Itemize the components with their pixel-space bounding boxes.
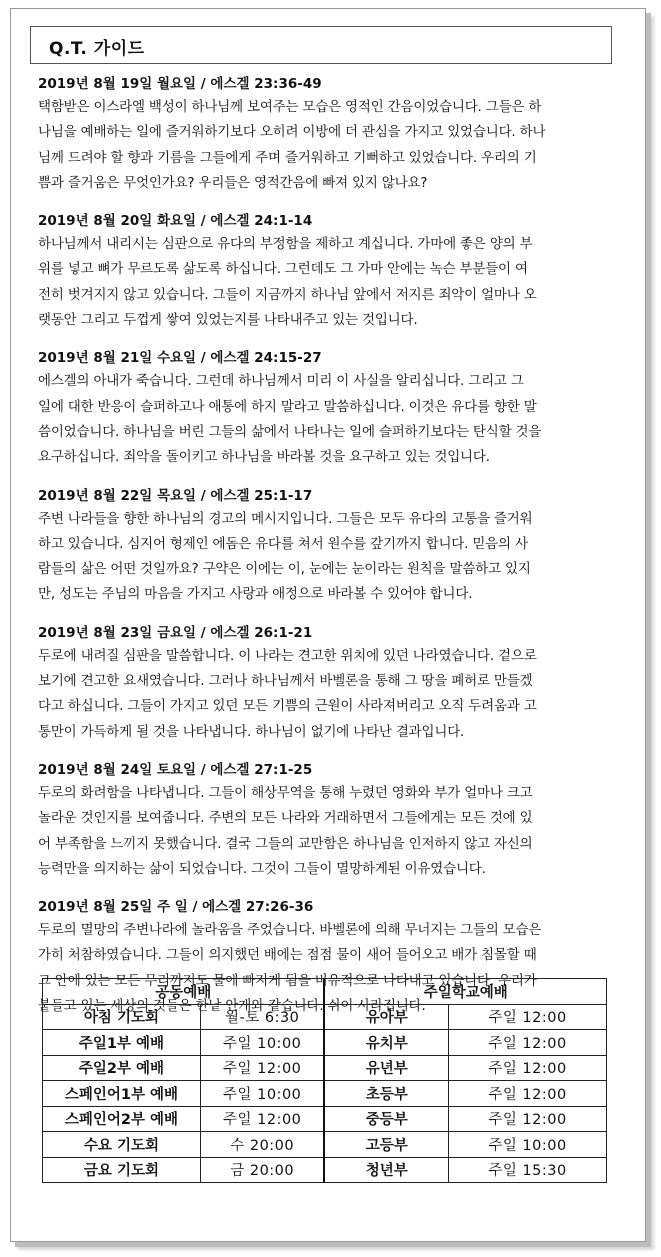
schedule-row [43, 1132, 607, 1158]
department-time: 주일 12:00 [449, 1055, 607, 1081]
service-time: 주일 12:00 [200, 1055, 324, 1081]
entry-text-line: 놀라운 것인지를 보여줍니다. 주변의 모든 나라와 거래하면서 그들에게는 모든 것에 있 [38, 810, 533, 827]
entry-text-line: 주변 나라들을 향한 하나님의 경고의 메시지입니다. 그들은 모두 유다의 고통을 즐거워 [38, 510, 533, 527]
department-name: 유년부 [324, 1055, 448, 1081]
entry-text-line: 위를 넣고 뼈가 무르도록 삶도록 하십니다. 그런데도 그 가마 안에는 녹슨 부분들이 여 [38, 261, 528, 278]
service-time: 주일 12:00 [200, 1106, 324, 1132]
schedule-header-row [43, 979, 607, 1005]
service-name: 주일2부 예배 [43, 1055, 201, 1081]
schedule-row [43, 1081, 607, 1107]
service-name: 아침 기도회 [43, 1004, 201, 1030]
entry-title: 2019년 8월 22일 목요일 / 에스겔 25:1-17 [38, 487, 313, 504]
schedule-row [43, 1106, 607, 1132]
department-time: 주일 12:00 [449, 1004, 607, 1030]
service-time: 주일 10:00 [200, 1030, 324, 1056]
entry-text-line: 붙들고 있는 세상의 것들은 한낱 안개와 같습니다. 쉬이 사라집니다. [38, 998, 426, 1015]
service-name: 주일1부 예배 [43, 1030, 201, 1056]
worship-schedule-table [42, 978, 607, 1183]
department-name: 고등부 [324, 1132, 448, 1158]
entry-title: 2019년 8월 25일 주 일 / 에스겔 27:26-36 [38, 899, 314, 916]
department-time: 주일 15:30 [449, 1157, 607, 1183]
department-name: 초등부 [324, 1081, 448, 1107]
service-time: 주일 10:00 [200, 1081, 324, 1107]
service-name: 스페인어2부 예배 [43, 1106, 201, 1132]
entry-text-line: 하고 있습니다. 심지어 형제인 에돔은 유다를 쳐서 원수를 갚기까지 합니다. 믿음의 사 [38, 535, 528, 552]
page-title: Q.T. 가이드 [49, 39, 145, 59]
qt-entry [38, 623, 616, 745]
schedule-row [43, 1004, 607, 1030]
schedule-header-sunday-school: 주일학교예배 [324, 979, 606, 1005]
schedule-row [43, 1055, 607, 1081]
qt-entries [38, 74, 616, 1034]
entry-text-line: 능력만을 의지하는 삶이 되었습니다. 그것이 그들이 멸망하게된 이유였습니다. [38, 860, 486, 877]
entry-text-line: 하나님께서 내리시는 심판으로 유다의 부정함을 제하고 계십니다. 가마에 좋은 양의 부 [38, 236, 533, 253]
entry-text-line: 람들의 삶은 어떤 것일까요? 구약은 이에는 이, 눈에는 눈이라는 원칙을 말씀하고 있지 [38, 561, 531, 578]
service-time: 금 20:00 [200, 1157, 324, 1183]
entry-text-line: 그 안에 있는 모든 무리까지도 물에 빠지게 됨을 비유적으로 나타내고 있습니다. 우리가 [38, 972, 537, 989]
department-time: 주일 12:00 [449, 1081, 607, 1107]
department-name: 유아부 [324, 1004, 448, 1030]
entry-title: 2019년 8월 23일 금요일 / 에스겔 26:1-21 [38, 624, 313, 641]
entry-text-line: 두로의 멸망의 주변나라에 놀라움을 주었습니다. 바벨론에 의해 무너지는 그들의 모습은 [38, 922, 542, 939]
entry-text-line: 택함받은 이스라엘 백성이 하나님께 보여주는 모습은 영적인 간음이었습니다. 그들은 하 [38, 99, 542, 115]
department-time: 주일 10:00 [449, 1132, 607, 1158]
entry-text-line: 만, 성도는 주님의 마음을 가지고 사랑과 애정으로 바라볼 수 있어야 합니다. [38, 586, 473, 603]
entry-text-line: 보기에 견고한 요새였습니다. 그러나 하나님께서 바벨론을 통해 그 땅을 폐허로 만들겠 [38, 673, 533, 690]
entry-text-line: 요구하십니다. 죄악을 돌이키고 하나님을 바라볼 것을 요구하고 있는 것입니다. [38, 449, 490, 466]
entry-text-line: 씀이었습니다. 하나님을 버린 그들의 삶에서 나타나는 일에 슬퍼하기보다는 탄식할 것을 [38, 423, 542, 440]
service-name: 수요 기도회 [43, 1132, 201, 1158]
service-time: 수 20:00 [200, 1132, 324, 1158]
service-name: 스페인어1부 예배 [43, 1081, 201, 1107]
entry-text-line: 두로의 화려함을 나타냅니다. 그들이 해상무역을 통해 누렸던 영화와 부가 얼마나 크고 [38, 784, 533, 801]
department-name: 유치부 [324, 1030, 448, 1056]
entry-text-line: 어 부족함을 느끼지 못했습니다. 결국 그들의 교만함은 하나님을 인저하지 않고 자신의 [38, 835, 533, 852]
entry-text-line: 통만이 가득하게 될 것을 나타냅니다. 하나님이 없기에 나타난 결과입니다. [38, 723, 465, 740]
entry-text-line: 쁨과 즐거움은 무엇인가요? 우리들은 영적간음에 빠져 있지 않나요? [38, 174, 428, 191]
schedule-header-worship: 공동예배 [43, 979, 325, 1005]
entry-text-line: 전히 벗겨지지 않고 있습니다. 그들이 지금까지 하나님 앞에서 저지른 죄악이 얼마나 오 [38, 286, 537, 303]
schedule-row [43, 1030, 607, 1056]
qt-entry [38, 486, 616, 608]
department-name: 중등부 [324, 1106, 448, 1132]
qt-entry [38, 760, 616, 882]
qt-guide-header [30, 26, 612, 64]
entry-text-line: 랫동안 그리고 두껍게 쌓여 있었는지를 나타내주고 있는 것입니다. [38, 312, 418, 329]
schedule-row [43, 1157, 607, 1183]
department-time: 주일 12:00 [449, 1030, 607, 1056]
entry-text-line: 일에 대한 반응이 슬퍼하고나 애통에 하지 말라고 말씀하십니다. 이것은 유다를 향한 말 [38, 398, 537, 415]
entry-text-line: 가히 처참하였습니다. 그들이 의지했던 배에는 점점 물이 새어 들어오고 배가 침몰할 때 [38, 947, 537, 964]
entry-title: 2019년 8월 20일 화요일 / 에스겔 24:1-14 [38, 213, 313, 230]
service-time: 월-토 6:30 [200, 1004, 324, 1030]
entry-text-line: 님께 드려야 할 향과 기름을 그들에게 주며 즐거워하고 기뻐하고 있었습니다. 우리의 기 [38, 149, 537, 166]
service-name: 금요 기도회 [43, 1157, 201, 1183]
entry-title: 2019년 8월 19일 월요일 / 에스겔 23:36-49 [38, 76, 322, 92]
qt-entry [38, 211, 616, 333]
entry-text-line: 다고 하십니다. 그들이 가지고 있던 모든 기쁨의 근원이 사라져버리고 오직 두려움과 고 [38, 698, 537, 715]
entry-title: 2019년 8월 21일 수요일 / 에스겔 24:15-27 [38, 350, 322, 367]
department-name: 청년부 [324, 1157, 448, 1183]
qt-entry [38, 74, 616, 196]
entry-text-line: 두로에 내려질 심판을 말씀합니다. 이 나라는 견고한 위치에 있던 나라였습니다. 겉으로 [38, 647, 537, 664]
entry-text-line: 나님을 예배하는 일에 즐거워하기보다 오히려 이방에 더 관심을 가지고 있었습니다. 하나 [38, 124, 546, 141]
entry-text-line: 에스겔의 아내가 죽습니다. 그런데 하나님께서 미리 이 사실을 알리십니다. 그리고 그 [38, 373, 524, 390]
qt-entry [38, 348, 616, 470]
department-time: 주일 12:00 [449, 1106, 607, 1132]
entry-title: 2019년 8월 24일 토요일 / 에스겔 27:1-25 [38, 761, 313, 778]
